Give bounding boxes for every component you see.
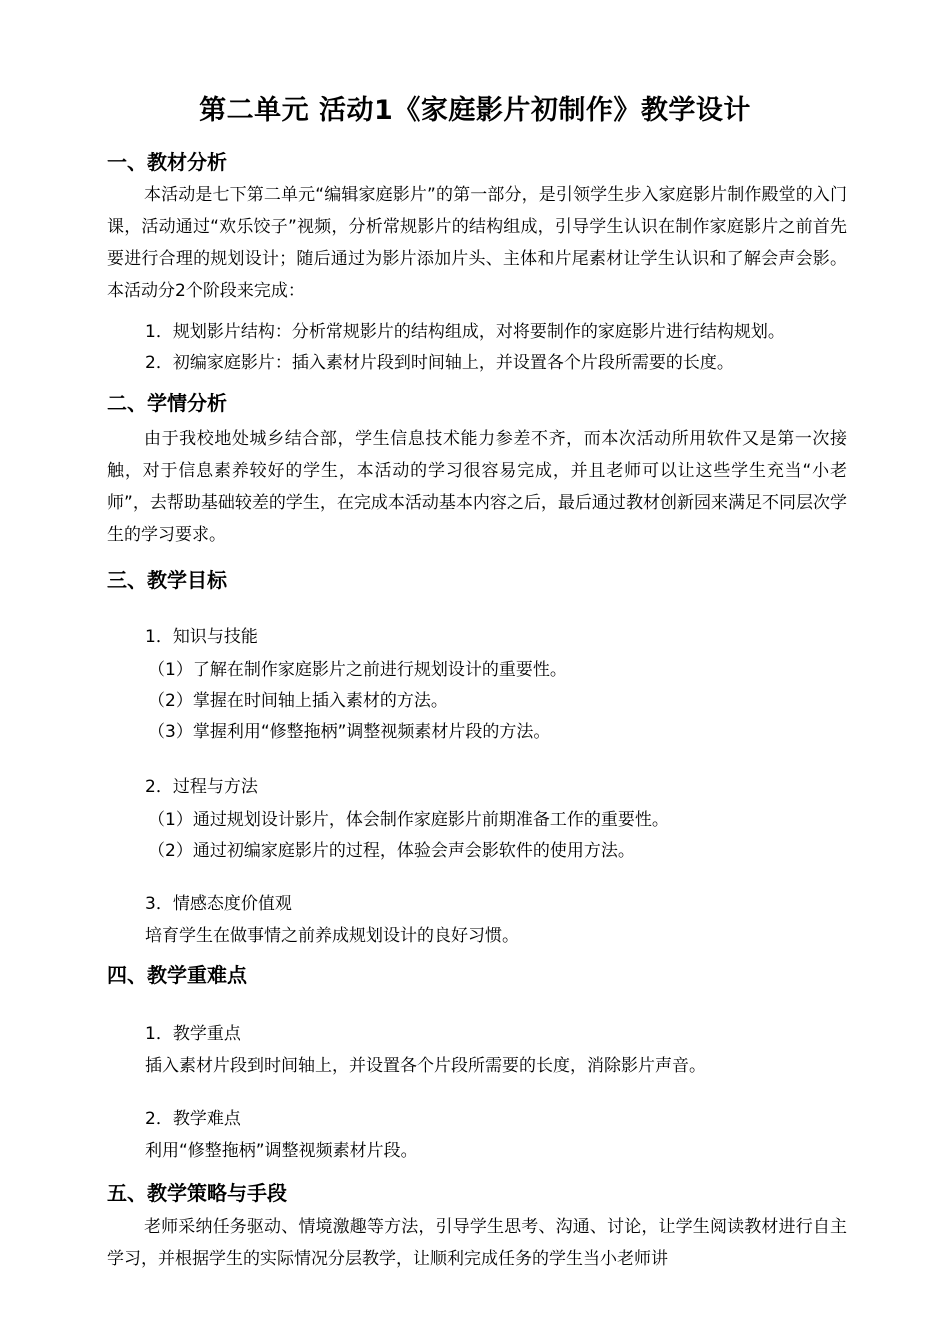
goal-group-label-knowledge: 1．知识与技能 — [145, 627, 258, 647]
goal-item: （1）通过规划设计影片，体会制作家庭影片前期准备工作的重要性。 — [148, 810, 669, 830]
stage-item-2: 2．初编家庭影片：插入素材片段到时间轴上，并设置各个片段所需要的长度。 — [145, 353, 734, 373]
difficulty-label: 2．教学难点 — [145, 1109, 241, 1129]
goal-group-label-process: 2．过程与方法 — [145, 777, 258, 797]
goal-item: （2）通过初编家庭影片的过程，体验会声会影软件的使用方法。 — [148, 841, 635, 861]
section-heading-learner-analysis: 二、学情分析 — [107, 391, 227, 415]
stage-item-1: 1．规划影片结构：分析常规影片的结构组成，对将要制作的家庭影片进行结构规划。 — [145, 322, 785, 342]
section-paragraph-textbook-analysis: 本活动是七下第二单元“编辑家庭影片”的第一部分，是引领学生步入家庭影片制作殿堂的入门课，活动通过“欢乐饺子”视频，分析常规影片的结构组成，引导学生认识在制作家庭影片之前首先要进行合理的规划设计；随后通过为影片添加片头、主体和片尾素材让学生认识和了解会声会影。本活动分2个阶段来完成： — [107, 185, 847, 301]
section-paragraph-strategies: 老师采纳任务驱动、情境激趣等方法，引导学生思考、沟通、讨论，让学生阅读教材进行自主学习，并根据学生的实际情况分层教学，让顺利完成任务的学生当小老师讲 — [107, 1217, 847, 1269]
difficulty-text: 利用“修整拖柄”调整视频素材片段。 — [145, 1141, 418, 1161]
section-paragraph-learner-analysis: 由于我校地处城乡结合部，学生信息技术能力参差不齐，而本次活动所用软件又是第一次接触，对于信息素养较好的学生，本活动的学习很容易完成，并且老师可以让这些学生充当“小老师”，去帮助基础较差的学生，在完成本活动基本内容之后，最后通过教材创新园来满足不同层次学生的学习要求。 — [107, 429, 847, 545]
section-heading-strategies: 五、教学策略与手段 — [107, 1181, 287, 1205]
goal-group-label-values: 3．情感态度价值观 — [145, 894, 292, 914]
goal-item: （1）了解在制作家庭影片之前进行规划设计的重要性。 — [148, 660, 567, 680]
key-point-label: 1．教学重点 — [145, 1024, 241, 1044]
goal-item: （2）掌握在时间轴上插入素材的方法。 — [148, 691, 448, 711]
section-heading-textbook-analysis: 一、教材分析 — [107, 150, 227, 174]
section-heading-teaching-goals: 三、教学目标 — [107, 568, 227, 592]
document-title: 第二单元 活动1《家庭影片初制作》教学设计 — [199, 95, 751, 126]
goal-item: （3）掌握利用“修整拖柄”调整视频素材片段的方法。 — [148, 722, 551, 742]
key-point-text: 插入素材片段到时间轴上，并设置各个片段所需要的长度，消除影片声音。 — [145, 1056, 706, 1076]
section-heading-key-points: 四、教学重难点 — [107, 963, 247, 987]
goal-item: 培育学生在做事情之前养成规划设计的良好习惯。 — [145, 926, 519, 946]
